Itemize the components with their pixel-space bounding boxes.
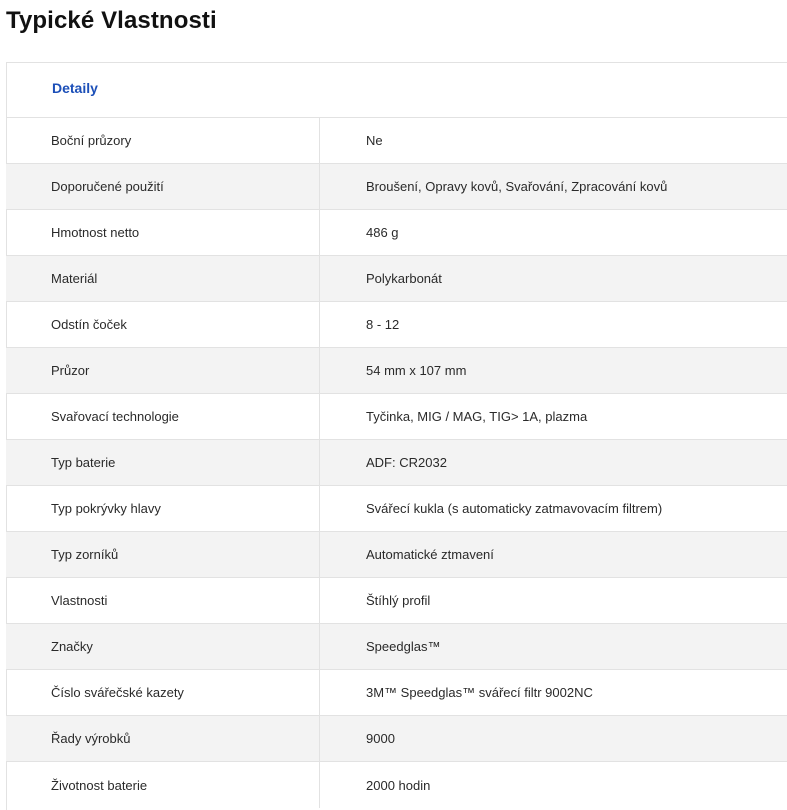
table-row bbox=[6, 578, 787, 624]
table-row bbox=[6, 624, 787, 670]
property-label: Typ zorníků bbox=[6, 532, 320, 577]
property-label: Životnost baterie bbox=[6, 762, 320, 808]
table-row bbox=[6, 716, 787, 762]
property-value: Tyčinka, MIG / MAG, TIG> 1A, plazma bbox=[366, 409, 588, 424]
property-label: Odstín čoček bbox=[6, 302, 320, 347]
table-row bbox=[6, 762, 787, 808]
table-row bbox=[6, 394, 787, 440]
property-value: 486 g bbox=[366, 225, 399, 240]
page-title: Typické Vlastnosti bbox=[6, 7, 217, 34]
table-row bbox=[6, 440, 787, 486]
property-value: Broušení, Opravy kovů, Svařování, Zpracování kovů bbox=[366, 179, 668, 194]
property-value: Ne bbox=[366, 133, 383, 148]
properties-panel bbox=[6, 62, 787, 810]
property-label: Svařovací technologie bbox=[6, 394, 320, 439]
tab-detaily[interactable]: Detaily bbox=[52, 80, 98, 96]
property-value: ADF: CR2032 bbox=[366, 455, 447, 470]
property-label: Hmotnost netto bbox=[6, 210, 320, 255]
table-row bbox=[6, 256, 787, 302]
property-label: Číslo svářečské kazety bbox=[6, 670, 320, 715]
property-label: Boční průzory bbox=[6, 118, 320, 163]
table-row bbox=[6, 164, 787, 210]
property-label: Značky bbox=[6, 624, 320, 669]
property-value: 3M™ Speedglas™ svářecí filtr 9002NC bbox=[366, 685, 593, 700]
property-value: Svářecí kukla (s automaticky zatmavovacím filtrem) bbox=[366, 501, 663, 516]
property-value: 9000 bbox=[366, 731, 395, 746]
property-value: Polykarbonát bbox=[366, 271, 442, 286]
property-value: 8 - 12 bbox=[366, 317, 400, 332]
property-label: Vlastnosti bbox=[6, 578, 320, 623]
table-row bbox=[6, 670, 787, 716]
property-value: 54 mm x 107 mm bbox=[366, 363, 467, 378]
property-value: Štíhlý profil bbox=[366, 593, 431, 608]
property-value: Speedglas™ bbox=[366, 639, 441, 654]
table-row bbox=[6, 486, 787, 532]
property-value: 2000 hodin bbox=[366, 777, 431, 793]
table-row bbox=[6, 348, 787, 394]
property-label: Řady výrobků bbox=[6, 716, 320, 761]
table-row bbox=[6, 532, 787, 578]
property-label: Průzor bbox=[6, 348, 320, 393]
tab-bar bbox=[7, 63, 787, 118]
property-label: Typ baterie bbox=[6, 440, 320, 485]
property-value: Automatické ztmavení bbox=[366, 547, 494, 562]
table-row bbox=[6, 302, 787, 348]
properties-table bbox=[6, 118, 787, 808]
table-row bbox=[6, 210, 787, 256]
property-label: Typ pokrývky hlavy bbox=[6, 486, 320, 531]
table-row bbox=[6, 118, 787, 164]
property-label: Materiál bbox=[6, 256, 320, 301]
property-label: Doporučené použití bbox=[6, 164, 320, 209]
